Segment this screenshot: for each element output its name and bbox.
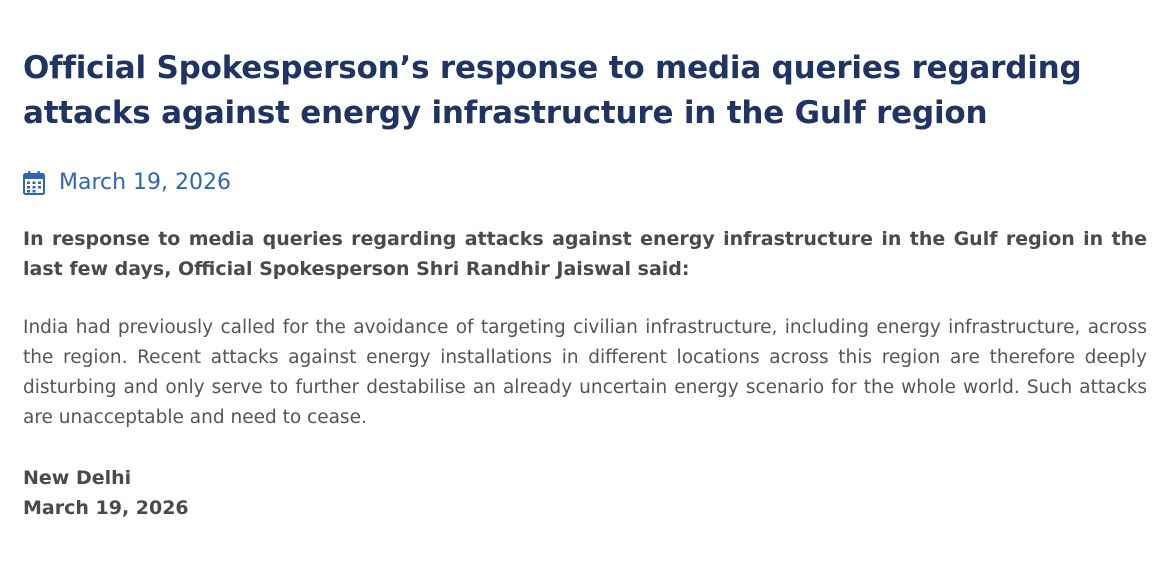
publish-date: March 19, 2026 [59, 170, 232, 195]
signature-block [23, 463, 189, 523]
date-row [23, 168, 231, 198]
page-title: Official Spokesperson’s response to media queries regarding attacks against energy infrastructure in the Gulf region [23, 50, 1082, 131]
lead-paragraph: In response to media queries regarding attacks against energy infrastructure in the Gulf region in the last few days, Official Spokesperson Shri Randhir Jaiswal said: [23, 228, 1147, 280]
sign-date: March 19, 2026 [23, 497, 189, 519]
statement-paragraph: India had previously called for the avoidance of targeting civilian infrastructure, including energy infrastructure, across the region. Recent attacks against energy installations in different locations across this region are therefore deeply disturbing and only serve to further destabilise an already uncertain energy scenario for the whole world. Such attacks are unacceptable and need to cease. [23, 317, 1147, 428]
sign-place: New Delhi [23, 467, 132, 489]
calendar-icon [23, 171, 45, 195]
